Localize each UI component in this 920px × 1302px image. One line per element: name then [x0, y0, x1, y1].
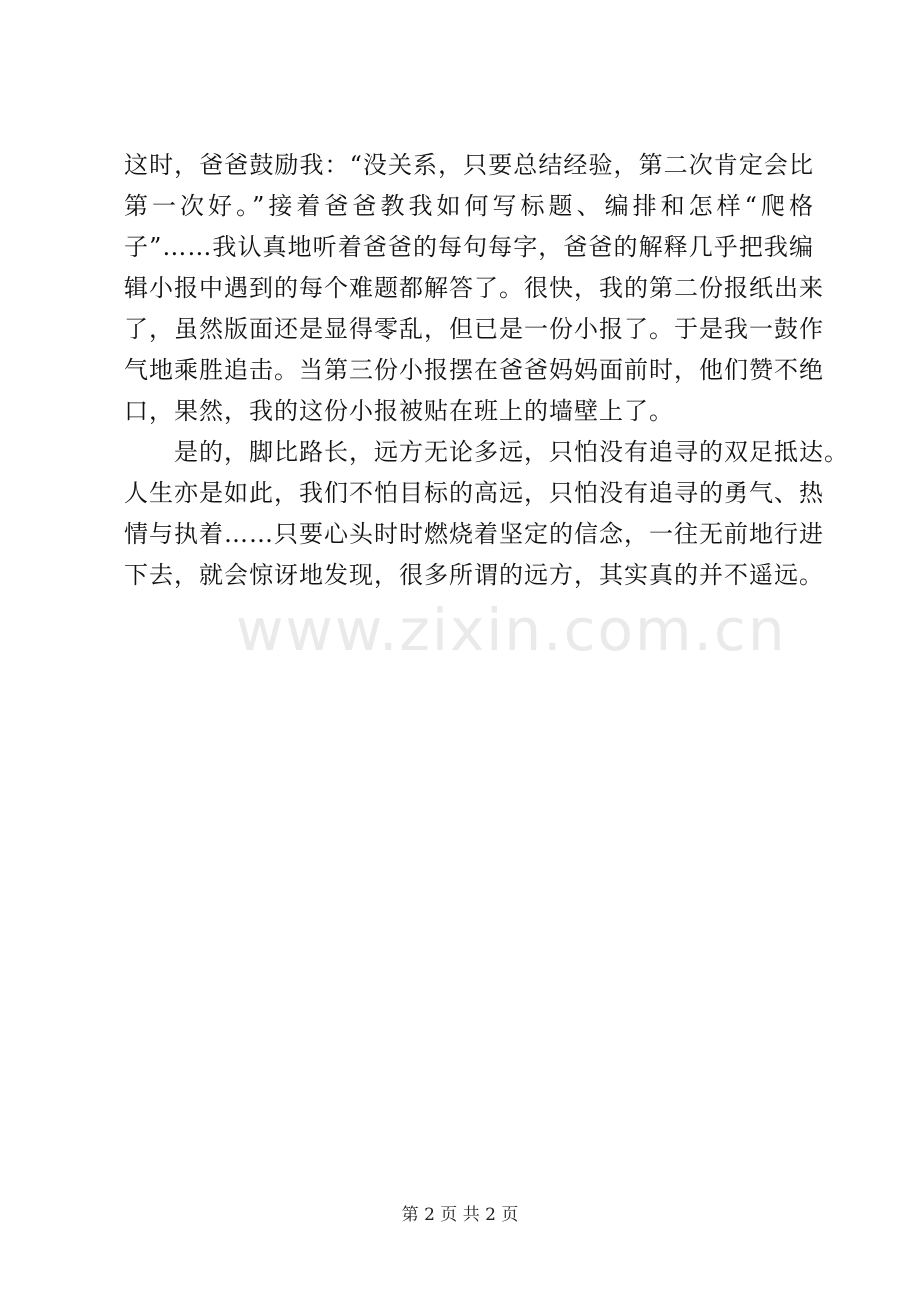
- paragraph-1-line-5: 了，虽然版面还是显得零乱，但已是一份小报了。于是我一鼓作: [124, 315, 824, 343]
- paragraph-2-line-2: 人生亦是如此，我们不怕目标的高远，只怕没有追寻的勇气、热: [124, 479, 824, 507]
- paragraph-2-line-3: 情与执着……只要心头时时燃烧着坚定的信念，一往无前地行进: [124, 520, 824, 548]
- document-body: [124, 145, 849, 596]
- paragraph-2-line-1: 是的，脚比路长，远方无论多远，只怕没有追寻的双足抵达。: [124, 438, 849, 466]
- page-footer: 第 2 页 共 2 页: [401, 1205, 519, 1225]
- paragraph-1-line-6: 气地乘胜追击。当第三份小报摆在爸爸妈妈面前时，他们赞不绝: [124, 356, 824, 384]
- paragraph-1-line-1: 这时，爸爸鼓励我：“没关系，只要总结经验，第二次肯定会比: [124, 151, 814, 179]
- paragraph-1-line-3: 子”……我认真地听着爸爸的每句每字，爸爸的解释几乎把我编: [124, 233, 814, 261]
- paragraph-1-line-7: 口，果然，我的这份小报被贴在班上的墙壁上了。: [124, 397, 674, 425]
- watermark: www.zixin.com.cn: [236, 596, 787, 664]
- paragraph-1-line-2: 第一次好。”接着爸爸教我如何写标题、编排和怎样“爬格: [124, 192, 814, 220]
- paragraph-1-line-4: 辑小报中遇到的每个难题都解答了。很快，我的第二份报纸出来: [124, 274, 824, 302]
- paragraph-2-line-4: 下去，就会惊讶地发现，很多所谓的远方，其实真的并不遥远。: [124, 561, 824, 589]
